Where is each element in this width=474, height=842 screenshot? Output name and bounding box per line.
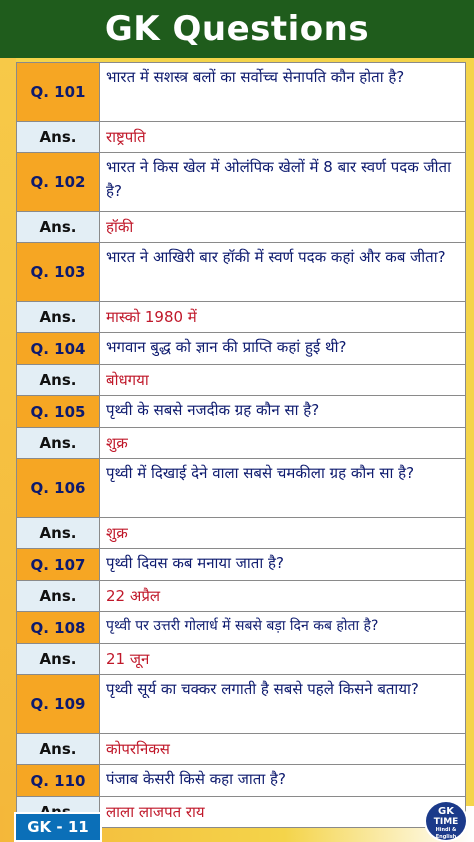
qa-table xyxy=(16,62,466,828)
question-row xyxy=(17,459,466,518)
question-row xyxy=(17,675,466,734)
question-text: पृथ्वी दिवस कब मनाया जाता है? xyxy=(100,549,466,581)
answer-label: Ans. xyxy=(17,302,100,333)
answer-row xyxy=(17,122,466,153)
question-row xyxy=(17,549,466,581)
question-number: Q. 106 xyxy=(17,459,100,518)
question-text: भारत ने किस खेल में ओलंपिक खेलों में 8 बार स्वर्ण पदक जीता है? xyxy=(100,153,466,212)
answer-text: शुक्र xyxy=(100,428,466,459)
question-row xyxy=(17,243,466,302)
answer-text: बोधगया xyxy=(100,365,466,396)
question-number: Q. 107 xyxy=(17,549,100,581)
question-row xyxy=(17,63,466,122)
answer-label: Ans. xyxy=(17,212,100,243)
answer-row xyxy=(17,212,466,243)
question-number: Q. 109 xyxy=(17,675,100,734)
answer-row xyxy=(17,518,466,549)
answer-text: कोपरनिकस xyxy=(100,734,466,765)
answer-text: 21 जून xyxy=(100,644,466,675)
page-number-badge: GK - 11 xyxy=(14,812,102,842)
answer-row xyxy=(17,428,466,459)
question-text: पृथ्वी पर उत्तरी गोलार्ध में सबसे बड़ा दिन कब होता है? xyxy=(100,612,466,644)
right-decor xyxy=(466,58,474,842)
question-number: Q. 110 xyxy=(17,765,100,797)
question-text: भारत में सशस्त्र बलों का सर्वोच्च सेनापति कौन होता है? xyxy=(100,63,466,122)
answer-text: राष्ट्रपति xyxy=(100,122,466,153)
logo-text-gk: GK xyxy=(438,806,454,817)
answer-row xyxy=(17,734,466,765)
header-bar xyxy=(0,0,474,58)
question-text: पृथ्वी में दिखाई देने वाला सबसे चमकीला ग्रह कौन सा है? xyxy=(100,459,466,518)
logo-text-lang: Hindi & English xyxy=(435,827,457,840)
answer-row xyxy=(17,302,466,333)
question-number: Q. 108 xyxy=(17,612,100,644)
answer-label: Ans. xyxy=(17,365,100,396)
question-row xyxy=(17,153,466,212)
question-number: Q. 105 xyxy=(17,396,100,428)
answer-label: Ans. xyxy=(17,644,100,675)
gk-time-logo xyxy=(424,800,468,842)
answer-text: 22 अप्रैल xyxy=(100,581,466,612)
question-row xyxy=(17,333,466,365)
answer-text: मास्को 1980 में xyxy=(100,302,466,333)
question-row xyxy=(17,765,466,797)
question-number: Q. 101 xyxy=(17,63,100,122)
question-text: पृथ्वी के सबसे नजदीक ग्रह कौन सा है? xyxy=(100,396,466,428)
question-number: Q. 102 xyxy=(17,153,100,212)
answer-label: Ans. xyxy=(17,581,100,612)
answer-label: Ans. xyxy=(17,122,100,153)
question-row xyxy=(17,612,466,644)
question-text: पंजाब केसरी किसे कहा जाता है? xyxy=(100,765,466,797)
answer-label: Ans. xyxy=(17,518,100,549)
answer-label: Ans. xyxy=(17,734,100,765)
answer-row xyxy=(17,581,466,612)
answer-label: Ans. xyxy=(17,428,100,459)
left-decor xyxy=(0,58,16,842)
question-text: पृथ्वी सूर्य का चक्कर लगाती है सबसे पहले किसने बताया? xyxy=(100,675,466,734)
answer-text: लाला लाजपत राय xyxy=(100,797,466,828)
answer-text: शुक्र xyxy=(100,518,466,549)
question-text: भारत ने आखिरी बार हॉकी में स्वर्ण पदक कहां और कब जीता? xyxy=(100,243,466,302)
logo-text-time: TIME xyxy=(433,817,459,827)
question-number: Q. 104 xyxy=(17,333,100,365)
answer-row xyxy=(17,365,466,396)
answer-text: हॉकी xyxy=(100,212,466,243)
answer-row xyxy=(17,644,466,675)
question-number: Q. 103 xyxy=(17,243,100,302)
question-text: भगवान बुद्ध को ज्ञान की प्राप्ति कहां हुई थी? xyxy=(100,333,466,365)
page-title: GK Questions xyxy=(104,9,370,49)
question-row xyxy=(17,396,466,428)
